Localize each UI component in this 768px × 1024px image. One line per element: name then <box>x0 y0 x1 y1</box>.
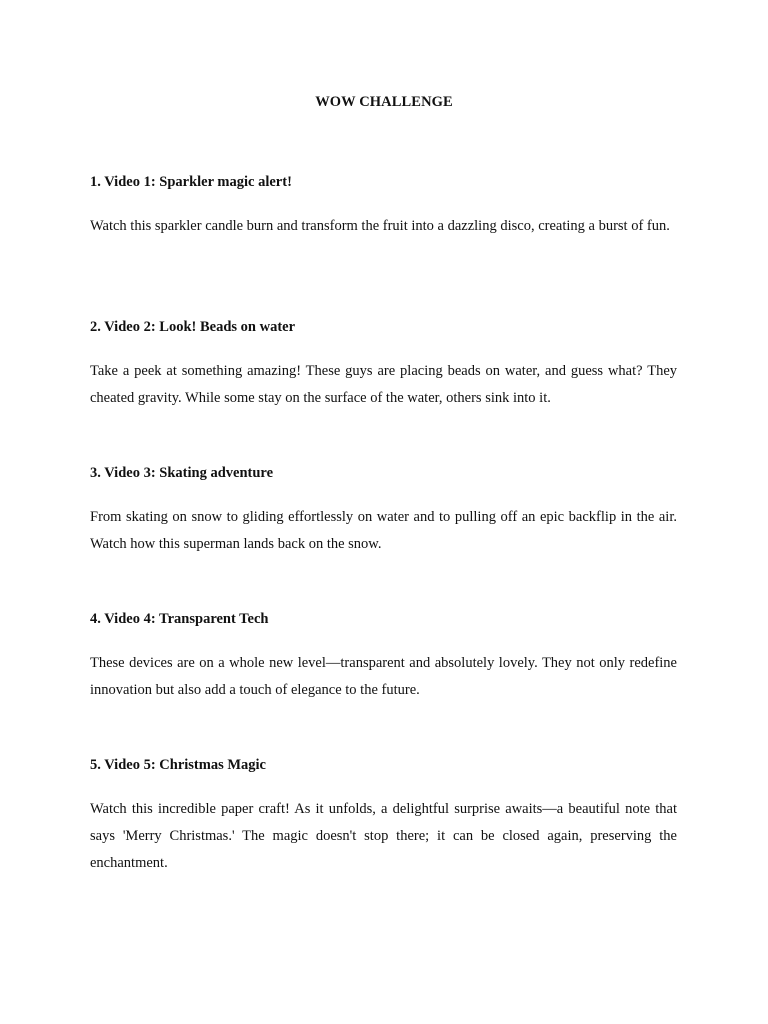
document-title: WOW CHALLENGE <box>315 94 453 110</box>
section-video-2 <box>90 318 677 412</box>
section-heading: 2. Video 2: Look! Beads on water <box>90 319 296 335</box>
section-heading: 5. Video 5: Christmas Magic <box>90 757 266 773</box>
section-heading: 1. Video 1: Sparkler magic alert! <box>90 174 292 190</box>
section-body: Watch this incredible paper craft! As it unfolds, a delightful surprise awaits—a beautiful note that says 'Merry Christmas.' The magic doesn't stop there; it can be closed again, preserving the enchantment. <box>90 801 677 871</box>
section-body: These devices are on a whole new level—transparent and absolutely lovely. They not only redefine innovation but also add a touch of elegance to the future. <box>90 655 677 698</box>
section-body: From skating on snow to gliding effortlessly on water and to pulling off an epic backflip in the air. Watch how this superman lands back on the snow. <box>90 509 677 552</box>
section-body: Take a peek at something amazing! These guys are placing beads on water, and guess what? They cheated gravity. While some stay on the surface of the water, others sink into it. <box>90 363 677 406</box>
section-heading: 4. Video 4: Transparent Tech <box>90 611 269 627</box>
section-body: Watch this sparkler candle burn and transform the fruit into a dazzling disco, creating a burst of fun. <box>90 218 670 234</box>
section-video-4 <box>90 610 677 704</box>
section-video-1 <box>90 173 677 240</box>
section-video-3 <box>90 464 677 558</box>
section-video-5 <box>90 756 677 877</box>
section-heading: 3. Video 3: Skating adventure <box>90 465 274 481</box>
